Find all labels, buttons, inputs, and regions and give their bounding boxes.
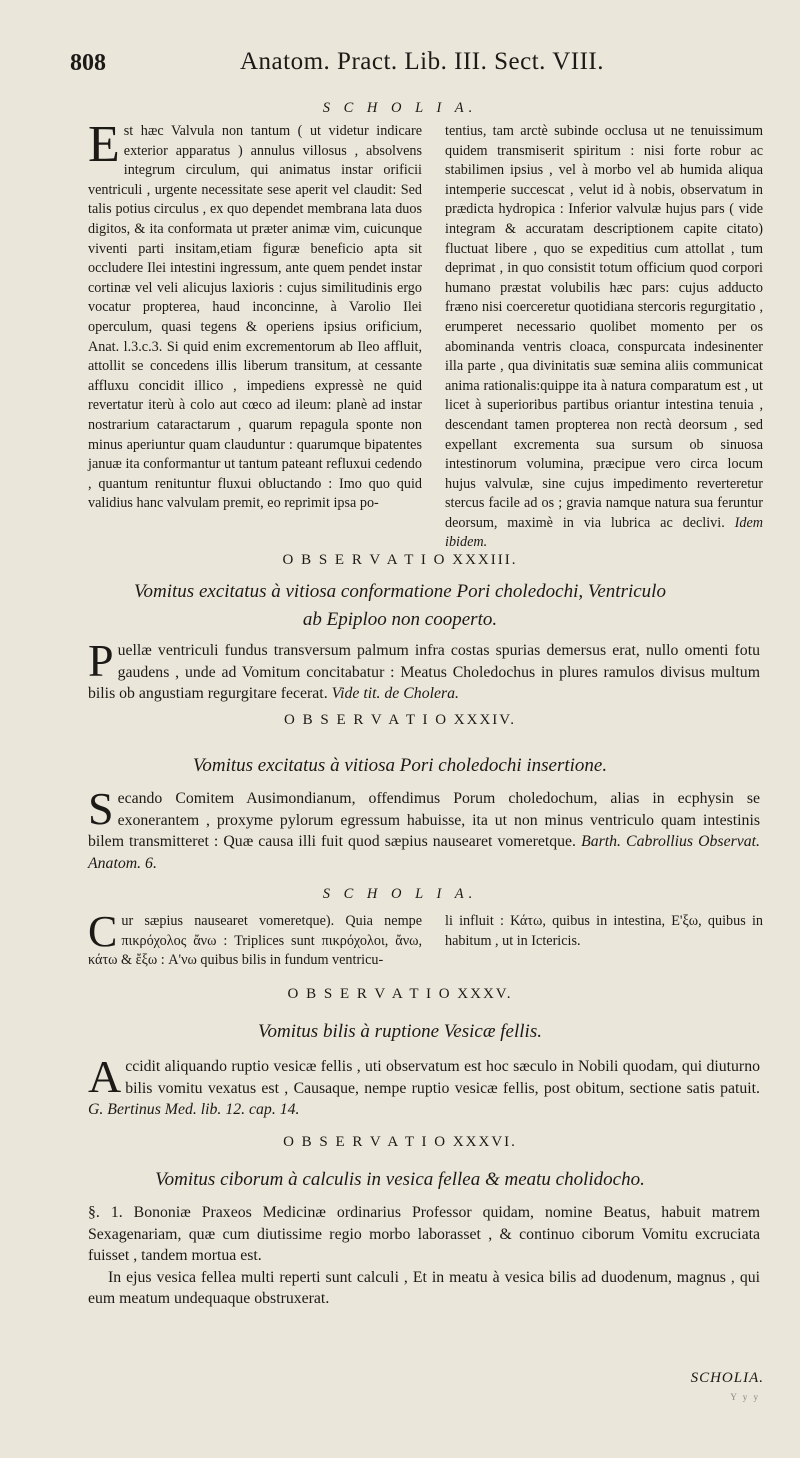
observatio-34-text: ecando Comitem Ausimondianum, offendimus Porum choledochum, alias in ecphysin se exonerantem , proxyme pylorum egressum habuisse, ita ut non minus ventriculo quam intestinis bilem transmitteret : Quæ causa illi fuit quod sæpius nausearet vomeretque. (88, 790, 760, 850)
scholia2-right-text: li influit : Κάτω, quibus in intestina, E'ξω, quibus in habitum , ut in Ictericis. (445, 913, 763, 949)
observatio-33-title-line2: ab Epiploo non cooperto. (302, 609, 498, 630)
scholia2-left-text: ur sæpius nausearet vomeretque). Quia nempe πικρόχολος ἄνω : Triplices sunt πικρόχολοι, ἄνω, κάτω & ἔξω : A'νω quibus bilis in fundum ventricu- (88, 913, 422, 969)
scholia-right-column (445, 122, 763, 553)
observatio-36-body (88, 1202, 760, 1310)
running-head: Anatom. Pract. Lib. III. Sect. VIII. (240, 48, 604, 75)
observatio-36-para1: §. 1. Bononiæ Praxeos Medicinæ ordinarius Professor quidam, nomine Beatus, habuit matrem Sexagenariam, quæ cum diutissime regio morbo laborasset , & continuo ciborum Vomitu excruciata fuisset , tandem mortua est. (88, 1204, 760, 1264)
scholia-right-text: tentius, tam arctè subinde occlusa ut ne tenuissimum quidem transmiserit spiritum : nisi forte robur ac stabilimen ipsius , vel à morbo vel ab humida aliqua intemperie succescat , velut id à nobis, observatum in prædicta hydropica : Inferior valvulæ hujus pars ( vide integram & accuratam descriptionem capite citato) fluctuat libere , quo se expeditius cum attollat , tum deprimat , in quo consistit totum officium quod corpori humano præstat volubilis hæc pars: cujus adducto fræno nisi coerceretur quotidiana stercoris regurgitatio , erumperet necessario quolibet momento per os abominanda ventris cloaca, conspurcata indesinenter illa parte , qua divinitatis suæ semina aliis communicat anima rationalis:quippe ita à natura comparatum est , ut licet à superioribus partibus oriantur intestina tenuia , descendant tamen propterea non rectà deorsum , sed expellant excrementa sua sursum ob sinuosa intestinorum volumina, præcipue vero circa locum hujus valvulæ, sine cujus impedimento reverteretur stercus facile ad os ; gravia namque natura sua feruntur deorsum, maximè in via lubrica ac declivi. (445, 123, 763, 531)
page-header (70, 48, 670, 84)
drop-cap-a: A (88, 1051, 122, 1102)
observatio-35-body (88, 1051, 760, 1121)
scholia-heading-1: S C H O L I A. (322, 100, 478, 116)
observatio-33-text: uellæ ventriculi fundus transversum palmum infra costas spurias demersus erat, nullo omenti fotu gaudens , unde ad Vomitum concitabatur : Meatus Choledochus in plures ramulos divisus multum bilis ob angustiam regurgitare fecerat. (88, 642, 760, 702)
observatio-36-title: Vomitus ciborum à calculis in vesica fellea & meatu cholidocho. (155, 1169, 645, 1190)
observatio-35-source: G. Bertinus Med. lib. 12. cap. 14. (88, 1101, 300, 1118)
observatio-35-text: ccidit aliquando ruptio vesicæ fellis , uti observatum est hoc sæculo in Nobili quodam, qui diuturno bilis vomitu vexatus est , Causaque, nempe ruptio vesicæ fellis, post obitum, sectione satis patuit. (125, 1058, 760, 1097)
observatio-33-heading: O B S E R V A T I O XXXIII. (282, 552, 518, 568)
observatio-35-heading: O B S E R V A T I O XXXV. (287, 986, 513, 1002)
observatio-33-source: Vide tit. de Cholera. (331, 685, 459, 702)
scholia2-right-column (445, 912, 763, 951)
signature-mark: Y y y (730, 1392, 760, 1402)
observatio-35-title: Vomitus bilis à ruptione Vesicæ fellis. (258, 1021, 542, 1042)
observatio-34-title: Vomitus excitatus à vitiosa Pori choledochi insertione. (192, 755, 608, 776)
drop-cap-s: S (88, 783, 114, 834)
observatio-34-body (88, 783, 760, 874)
scholia-left-column (88, 116, 422, 514)
scholia2-left-column (88, 907, 422, 971)
observatio-33-title-line1: Vomitus excitatus à vitiosa conformatione Pori choledochi, Ventriculo (134, 581, 666, 602)
drop-cap-p: P (88, 635, 114, 686)
scholia-left-text: st hæc Valvula non tantum ( ut videtur indicare exterior apparatus ) annulus villosus , absolvens integrum circulum, qui animatus instar orificii ventriculi , urgente necessitate sese aperit vel claudit: Sed talis potius circulus , ex quo dependet membrana lata duos digitos, & ita conformata ut præter animæ vim, cuicunque viventi parti insitam,etiam figuræ beneficio apta sit occludere Ilei intestini ingressum, ante quem pendet instar cortinæ vel veli alicujus laxioris : cujus similitudinis ergo vocatur propterea, haud inconcinne, à Varolio Ilei operculum, quasi tegens & operiens ipsius orificium, Anat. l.3.c.3. Si quid enim excrementorum ab Ileo affluit, attollit se concedens illis liberum transitum, at cessante affluxu concidit illico , impediens expressè ne quid revertatur iterù à colo aut cœco ad ileum: planè ad instar nostrarium cataractarum , quarum repagula sponte non minus aperiuntur quam clauduntur : quarumque bipatentes januæ ita conformantur ut tantum pateant refluxui cedendo , quantum renituntur fluxui obluctando : Imo quo quid validius hanc valvulam premit, eo reprimit ipsa po- (88, 123, 422, 512)
observatio-34-source: Barth. Cabrollius Observat. Anatom. 6. (88, 833, 760, 872)
scholia-right-source: Idem ibidem. (445, 514, 763, 551)
drop-cap-e: E (88, 116, 120, 173)
page-number: 808 (70, 50, 106, 76)
observatio-33-body (88, 635, 760, 705)
drop-cap-c: C (88, 907, 118, 956)
observatio-34-heading: O B S E R V A T I O XXXIV. (284, 712, 516, 728)
catchword: SCHOLIA. (690, 1370, 764, 1386)
observatio-36-para2: In ejus vesica fellea multi reperti sunt calculi , Et in meatu à vesica bilis ad duodenum, magnus , qui eum meatum undequaque obstruxerat. (88, 1268, 760, 1307)
observatio-36-heading: O B S E R V A T I O XXXVI. (283, 1134, 517, 1150)
scholia-heading-2: S C H O L I A. (322, 886, 478, 902)
